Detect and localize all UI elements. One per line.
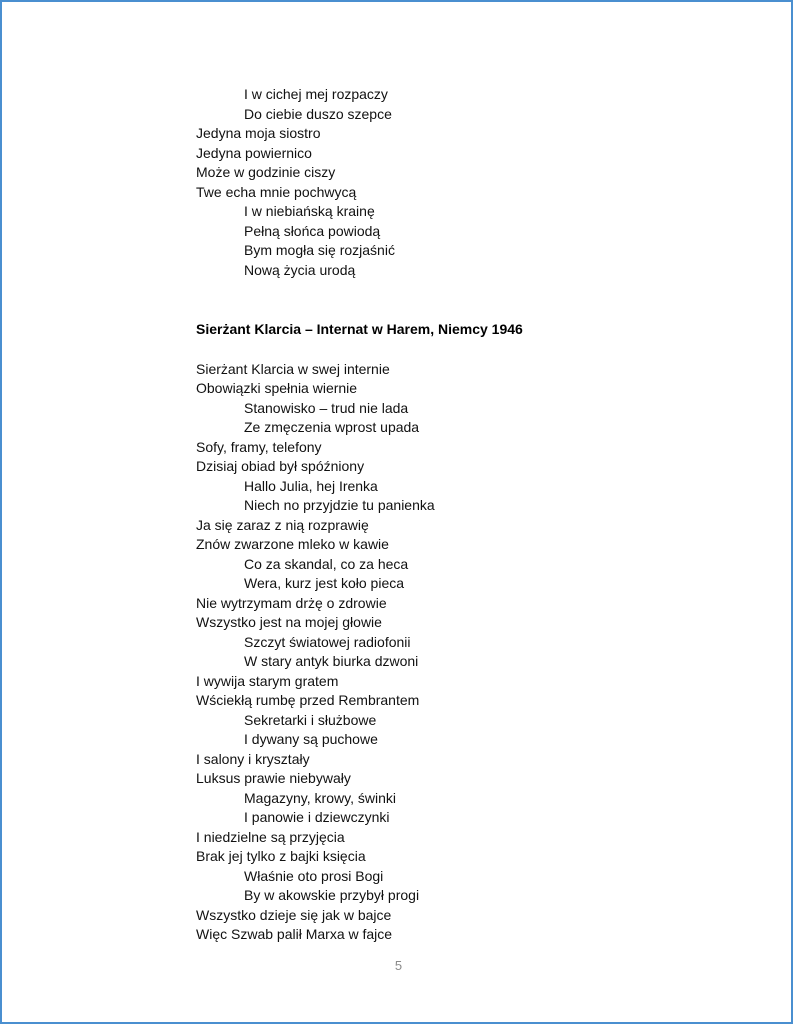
poem-line: Magazyny, krowy, świnki: [244, 789, 396, 806]
poem-line: Więc Szwab palił Marxa w fajce: [196, 926, 393, 942]
poem-line: Twe echa mnie pochwycą: [196, 183, 357, 200]
poem-line: Niech no przyjdzie tu panienka: [244, 497, 435, 513]
poem-line: I w niebiańską krainę: [244, 203, 375, 219]
poem-line: I niedzielne są przyjęcia: [196, 828, 345, 845]
poem-line: Do ciebie duszo szepce: [244, 105, 392, 122]
poem-fragment: [196, 85, 696, 280]
poem-line: Ze zmęczenia wprost upada: [244, 419, 420, 435]
poem-line: I w cichej mej rozpaczy: [244, 86, 388, 102]
poem-line: Luksus prawie niebywały: [196, 770, 351, 786]
poem-line: Wszystko jest na mojej głowie: [196, 614, 382, 630]
poem-line: Dzisiaj obiad był spóźniony: [196, 458, 365, 474]
poem-line: Hallo Julia, hej Irenka: [244, 477, 378, 494]
poem-line: Jedyna moja siostro: [196, 125, 321, 141]
page-number: 5: [394, 958, 403, 973]
poem-line: Stanowisko – trud nie lada: [244, 399, 409, 416]
poem-line: I dywany są puchowe: [244, 731, 378, 747]
poem-line: Wściekłą rumbę przed Rembrantem: [196, 692, 420, 708]
page-content: [196, 85, 696, 945]
poem-line: Wera, kurz jest koło pieca: [244, 575, 405, 591]
poem-line: Sekretarki i służbowe: [244, 711, 377, 728]
poem-line: W stary antyk biurka dzwoni: [244, 653, 419, 669]
poem-line: Brak jej tylko z bajki księcia: [196, 848, 366, 864]
poem-line: Wszystko dzieje się jak w bajce: [196, 906, 392, 923]
poem-line: I wywija starym gratem: [196, 672, 339, 689]
poem-line: Nie wytrzymam drżę o zdrowie: [196, 594, 387, 611]
poem-line: Bym mogła się rozjaśnić: [244, 242, 395, 258]
poem-line: I panowie i dziewczynki: [244, 809, 390, 825]
poem-line: I salony i kryształy: [196, 750, 310, 767]
poem-title: Sierżant Klarcia – Internat w Harem, Niemcy 1946: [196, 321, 523, 337]
poem-line: Sierżant Klarcia w swej internie: [196, 360, 390, 377]
poem-line: By w akowskie przybył progi: [244, 887, 420, 903]
poem-line: Sofy, framy, telefony: [196, 438, 322, 455]
poem-line: Jedyna powiernico: [196, 144, 312, 161]
poem-line: Ja się zaraz z nią rozprawię: [196, 516, 369, 533]
poem-line: Szczyt światowej radiofonii: [244, 633, 411, 650]
poem-line: Obowiązki spełnia wiernie: [196, 380, 358, 396]
poem-line: Co za skandal, co za heca: [244, 555, 409, 572]
poem-line: Właśnie oto prosi Bogi: [244, 867, 384, 884]
poem-line: Może w godzinie ciszy: [196, 164, 336, 180]
poem-line: Nową życia urodą: [244, 261, 356, 278]
poem-line: Pełną słońca powiodą: [244, 222, 381, 239]
poem-body: [196, 360, 696, 945]
poem-line: Znów zwarzone mleko w kawie: [196, 536, 389, 552]
